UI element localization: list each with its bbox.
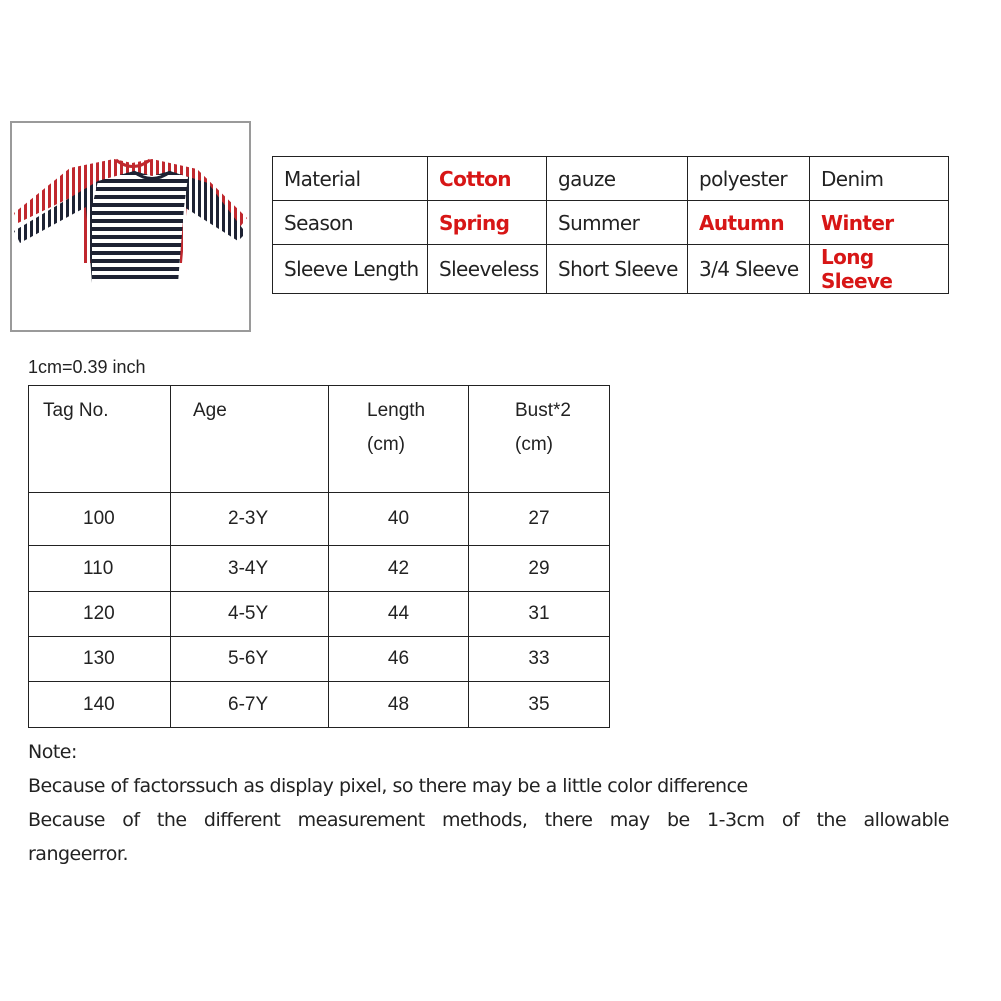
note-color-difference: Because of factorssuch as display pixel, so there may be a little color difference xyxy=(28,775,748,797)
header-bust-unit: (cm) xyxy=(515,434,553,455)
cell-tag: 120 xyxy=(29,592,171,637)
cell-tag: 100 xyxy=(29,493,171,546)
season-option-autumn: Autumn xyxy=(688,201,810,245)
sleeve-option-short: Short Sleeve xyxy=(547,245,688,294)
sleeve-length-label: Sleeve Length xyxy=(273,245,428,294)
product-photo xyxy=(10,121,251,332)
unit-conversion-note: 1cm=0.39 inch xyxy=(28,357,146,377)
cell-age: 4-5Y xyxy=(171,592,329,637)
cell-length: 42 xyxy=(329,546,469,592)
material-option-polyester: polyester xyxy=(688,157,810,201)
cell-length: 44 xyxy=(329,592,469,637)
material-option-cotton: Cotton xyxy=(428,157,547,201)
note-measurement-error-cont: rangeerror. xyxy=(28,843,129,865)
season-option-spring: Spring xyxy=(428,201,547,245)
cell-tag: 110 xyxy=(29,546,171,592)
cell-bust: 27 xyxy=(469,493,610,546)
cell-tag: 140 xyxy=(29,682,171,728)
sleeve-option-sleeveless: Sleeveless xyxy=(428,245,547,294)
size-chart-table xyxy=(28,385,610,728)
header-bust xyxy=(469,386,610,493)
cell-age: 6-7Y xyxy=(171,682,329,728)
attribute-table xyxy=(272,156,949,294)
notes-title: Note: xyxy=(28,741,77,763)
header-length xyxy=(329,386,469,493)
material-option-gauze: gauze xyxy=(547,157,688,201)
cell-bust: 31 xyxy=(469,592,610,637)
note-measurement-error: Because of the different measurement methods, there may be 1-3cm of the allowable xyxy=(28,809,949,831)
header-tag-no: Tag No. xyxy=(29,386,171,493)
material-label: Material xyxy=(273,157,428,201)
striped-shirts-illustration xyxy=(12,123,249,330)
table-row xyxy=(29,682,610,728)
cell-length: 40 xyxy=(329,493,469,546)
material-option-denim: Denim xyxy=(810,157,949,201)
header-bust-title: Bust*2 xyxy=(515,400,571,421)
cell-bust: 33 xyxy=(469,637,610,682)
cell-age: 5-6Y xyxy=(171,637,329,682)
cell-age: 3-4Y xyxy=(171,546,329,592)
season-option-summer: Summer xyxy=(547,201,688,245)
header-age: Age xyxy=(171,386,329,493)
table-row xyxy=(29,546,610,592)
season-option-winter: Winter xyxy=(810,201,949,245)
notes-section xyxy=(28,735,949,871)
cell-age: 2-3Y xyxy=(171,493,329,546)
sleeve-length-row xyxy=(273,245,949,294)
table-row xyxy=(29,592,610,637)
table-row xyxy=(29,637,610,682)
header-length-unit: (cm) xyxy=(367,434,405,455)
season-row xyxy=(273,201,949,245)
sleeve-option-three-quarter: 3/4 Sleeve xyxy=(688,245,810,294)
material-row xyxy=(273,157,949,201)
size-table-header-row xyxy=(29,386,610,493)
cell-length: 46 xyxy=(329,637,469,682)
cell-bust: 29 xyxy=(469,546,610,592)
sleeve-option-long: Long Sleeve xyxy=(810,245,949,294)
table-row xyxy=(29,493,610,546)
cell-length: 48 xyxy=(329,682,469,728)
cell-bust: 35 xyxy=(469,682,610,728)
cell-tag: 130 xyxy=(29,637,171,682)
header-length-title: Length xyxy=(367,400,426,421)
season-label: Season xyxy=(273,201,428,245)
